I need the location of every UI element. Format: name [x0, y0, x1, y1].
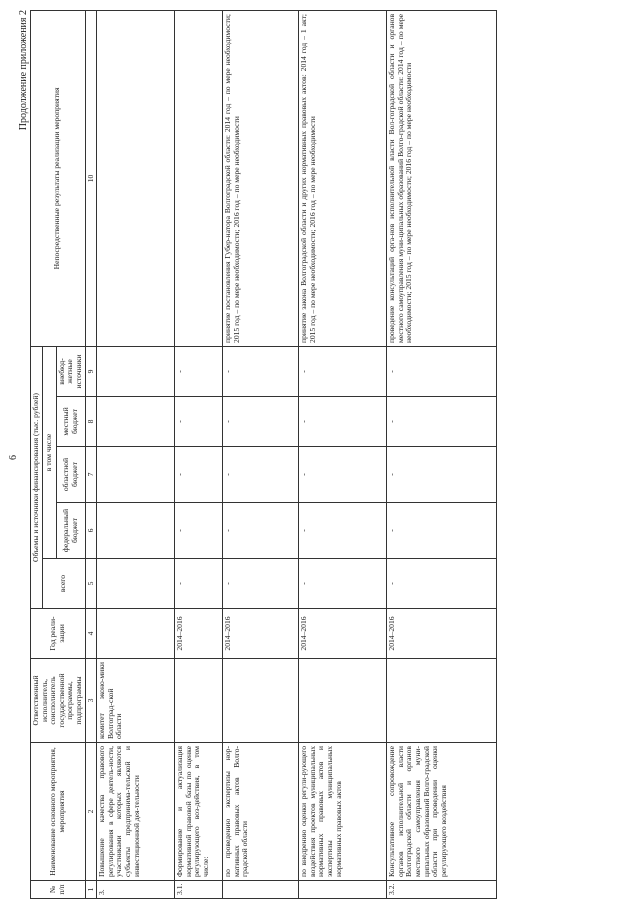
column-number-row — [85, 10, 97, 898]
col-number: 9 — [85, 346, 97, 396]
row-responsible: комитет эконо-мики Волгоград-ской области — [97, 659, 175, 743]
row-result: проведение консультаций орга-нов исполнительной власти Вол-гоградской области и органов местного самоуправления муни-ципальных образований Волго-градской области: 2014 год – по мере необходимости; 2015 год – по мере необходимости; 2016 год – по мере необходимости — [387, 10, 497, 346]
row-total: - — [175, 559, 223, 609]
header-local: местный бюджет — [56, 397, 85, 447]
header-name: Наименование основного мероприятия, мероприятия — [31, 743, 86, 881]
col-number: 5 — [85, 559, 97, 609]
col-number: 7 — [85, 447, 97, 503]
row-result: принятие закона Волгоградской области и других нормативных правовых актов: 2014 год – 1 акт; 2015 год – по мере необходимости; 2016 год – по мере необходимости — [299, 10, 387, 346]
header-extra: внебюд-жетные источники — [56, 346, 85, 396]
row-result: принятие постановления Губер-натора Волгоградской области: 2014 год – по мере необходимости; 2015 год – по мере необходимости; 2016 год – по мере необходимости — [223, 10, 299, 346]
table-row — [175, 10, 223, 898]
row-num — [223, 881, 299, 899]
row-federal: - — [387, 503, 497, 559]
row-year: 2014–2016 — [223, 609, 299, 659]
header-regional: областной бюджет — [56, 447, 85, 503]
row-name: по проведению экспертизы нор-мативных правовых актов Волго-градской области — [223, 743, 299, 881]
continuation-label: Продолжение приложения 2 — [18, 10, 29, 131]
row-extra: - — [387, 346, 497, 396]
row-result — [97, 10, 175, 346]
row-num: 3.1. — [175, 881, 223, 899]
col-number: 1 — [85, 881, 97, 899]
table-row — [387, 10, 497, 898]
table-row — [299, 10, 387, 898]
row-federal: - — [175, 503, 223, 559]
header-total: всего — [42, 559, 85, 609]
row-year: 2014–2016 — [387, 609, 497, 659]
row-num — [299, 881, 387, 899]
row-year — [97, 609, 175, 659]
table-row — [223, 10, 299, 898]
row-responsible — [223, 659, 299, 743]
row-regional: - — [175, 447, 223, 503]
row-result — [175, 10, 223, 346]
row-name: Консультативное сопровождение органов исполнительной власти Волгоградской области и органов местного самоуправления муни-ципальных образований Волго-градской области при проведении оценки регулирующего воздействия — [387, 743, 497, 881]
header-volumes: Объемы и источники финансирования (тыс. рублей) — [31, 346, 43, 608]
row-responsible — [299, 659, 387, 743]
row-local: - — [223, 397, 299, 447]
col-number: 8 — [85, 397, 97, 447]
row-local: - — [175, 397, 223, 447]
row-year: 2014–2016 — [299, 609, 387, 659]
row-name: по внедрению оценки регули-рующего воздействия проектов муниципальных нормативных правовых актов и экспертизы муниципальных нормативных правовых актов — [299, 743, 387, 881]
row-local: - — [299, 397, 387, 447]
row-local — [97, 397, 175, 447]
col-number: 4 — [85, 609, 97, 659]
row-extra — [97, 346, 175, 396]
header-num: № п/п — [31, 881, 86, 899]
row-federal: - — [223, 503, 299, 559]
row-regional: - — [299, 447, 387, 503]
col-number: 6 — [85, 503, 97, 559]
row-name: Формирование и актуализация нормативной правовой базы по оценке регулирующего воз-действия, в том числе: — [175, 743, 223, 881]
page-number: 6 — [8, 455, 19, 460]
row-responsible — [387, 659, 497, 743]
col-number: 3 — [85, 659, 97, 743]
table-row — [97, 10, 175, 898]
row-total — [97, 559, 175, 609]
header-responsible: Ответственный исполнитель, соисполнитель государственной программы, подпрограммы — [31, 659, 86, 743]
row-extra: - — [175, 346, 223, 396]
row-num: 3.2. — [387, 881, 497, 899]
row-regional — [97, 447, 175, 503]
row-total: - — [299, 559, 387, 609]
header-row-1 — [31, 10, 43, 898]
row-federal — [97, 503, 175, 559]
row-responsible — [175, 659, 223, 743]
col-number: 10 — [85, 10, 97, 346]
row-year: 2014–2016 — [175, 609, 223, 659]
header-federal: федеральный бюджет — [56, 503, 85, 559]
col-number: 2 — [85, 743, 97, 881]
row-regional: - — [387, 447, 497, 503]
header-in-that: в том числе — [42, 346, 56, 558]
row-local: - — [387, 397, 497, 447]
header-year: Год реали-зации — [31, 609, 86, 659]
row-total: - — [223, 559, 299, 609]
row-regional: - — [223, 447, 299, 503]
header-results: Непосредственные результаты реализации мероприятия — [31, 10, 86, 346]
row-name: Повышение качества правового регулирования в сфере деятель-ности, участниками которых являются субъекты предпринима-тельской и инвестиционной дея-тельности — [97, 743, 175, 881]
row-extra: - — [299, 346, 387, 396]
row-total: - — [387, 559, 497, 609]
program-table — [30, 10, 497, 899]
row-federal: - — [299, 503, 387, 559]
row-extra: - — [223, 346, 299, 396]
row-num: 3. — [97, 881, 175, 899]
